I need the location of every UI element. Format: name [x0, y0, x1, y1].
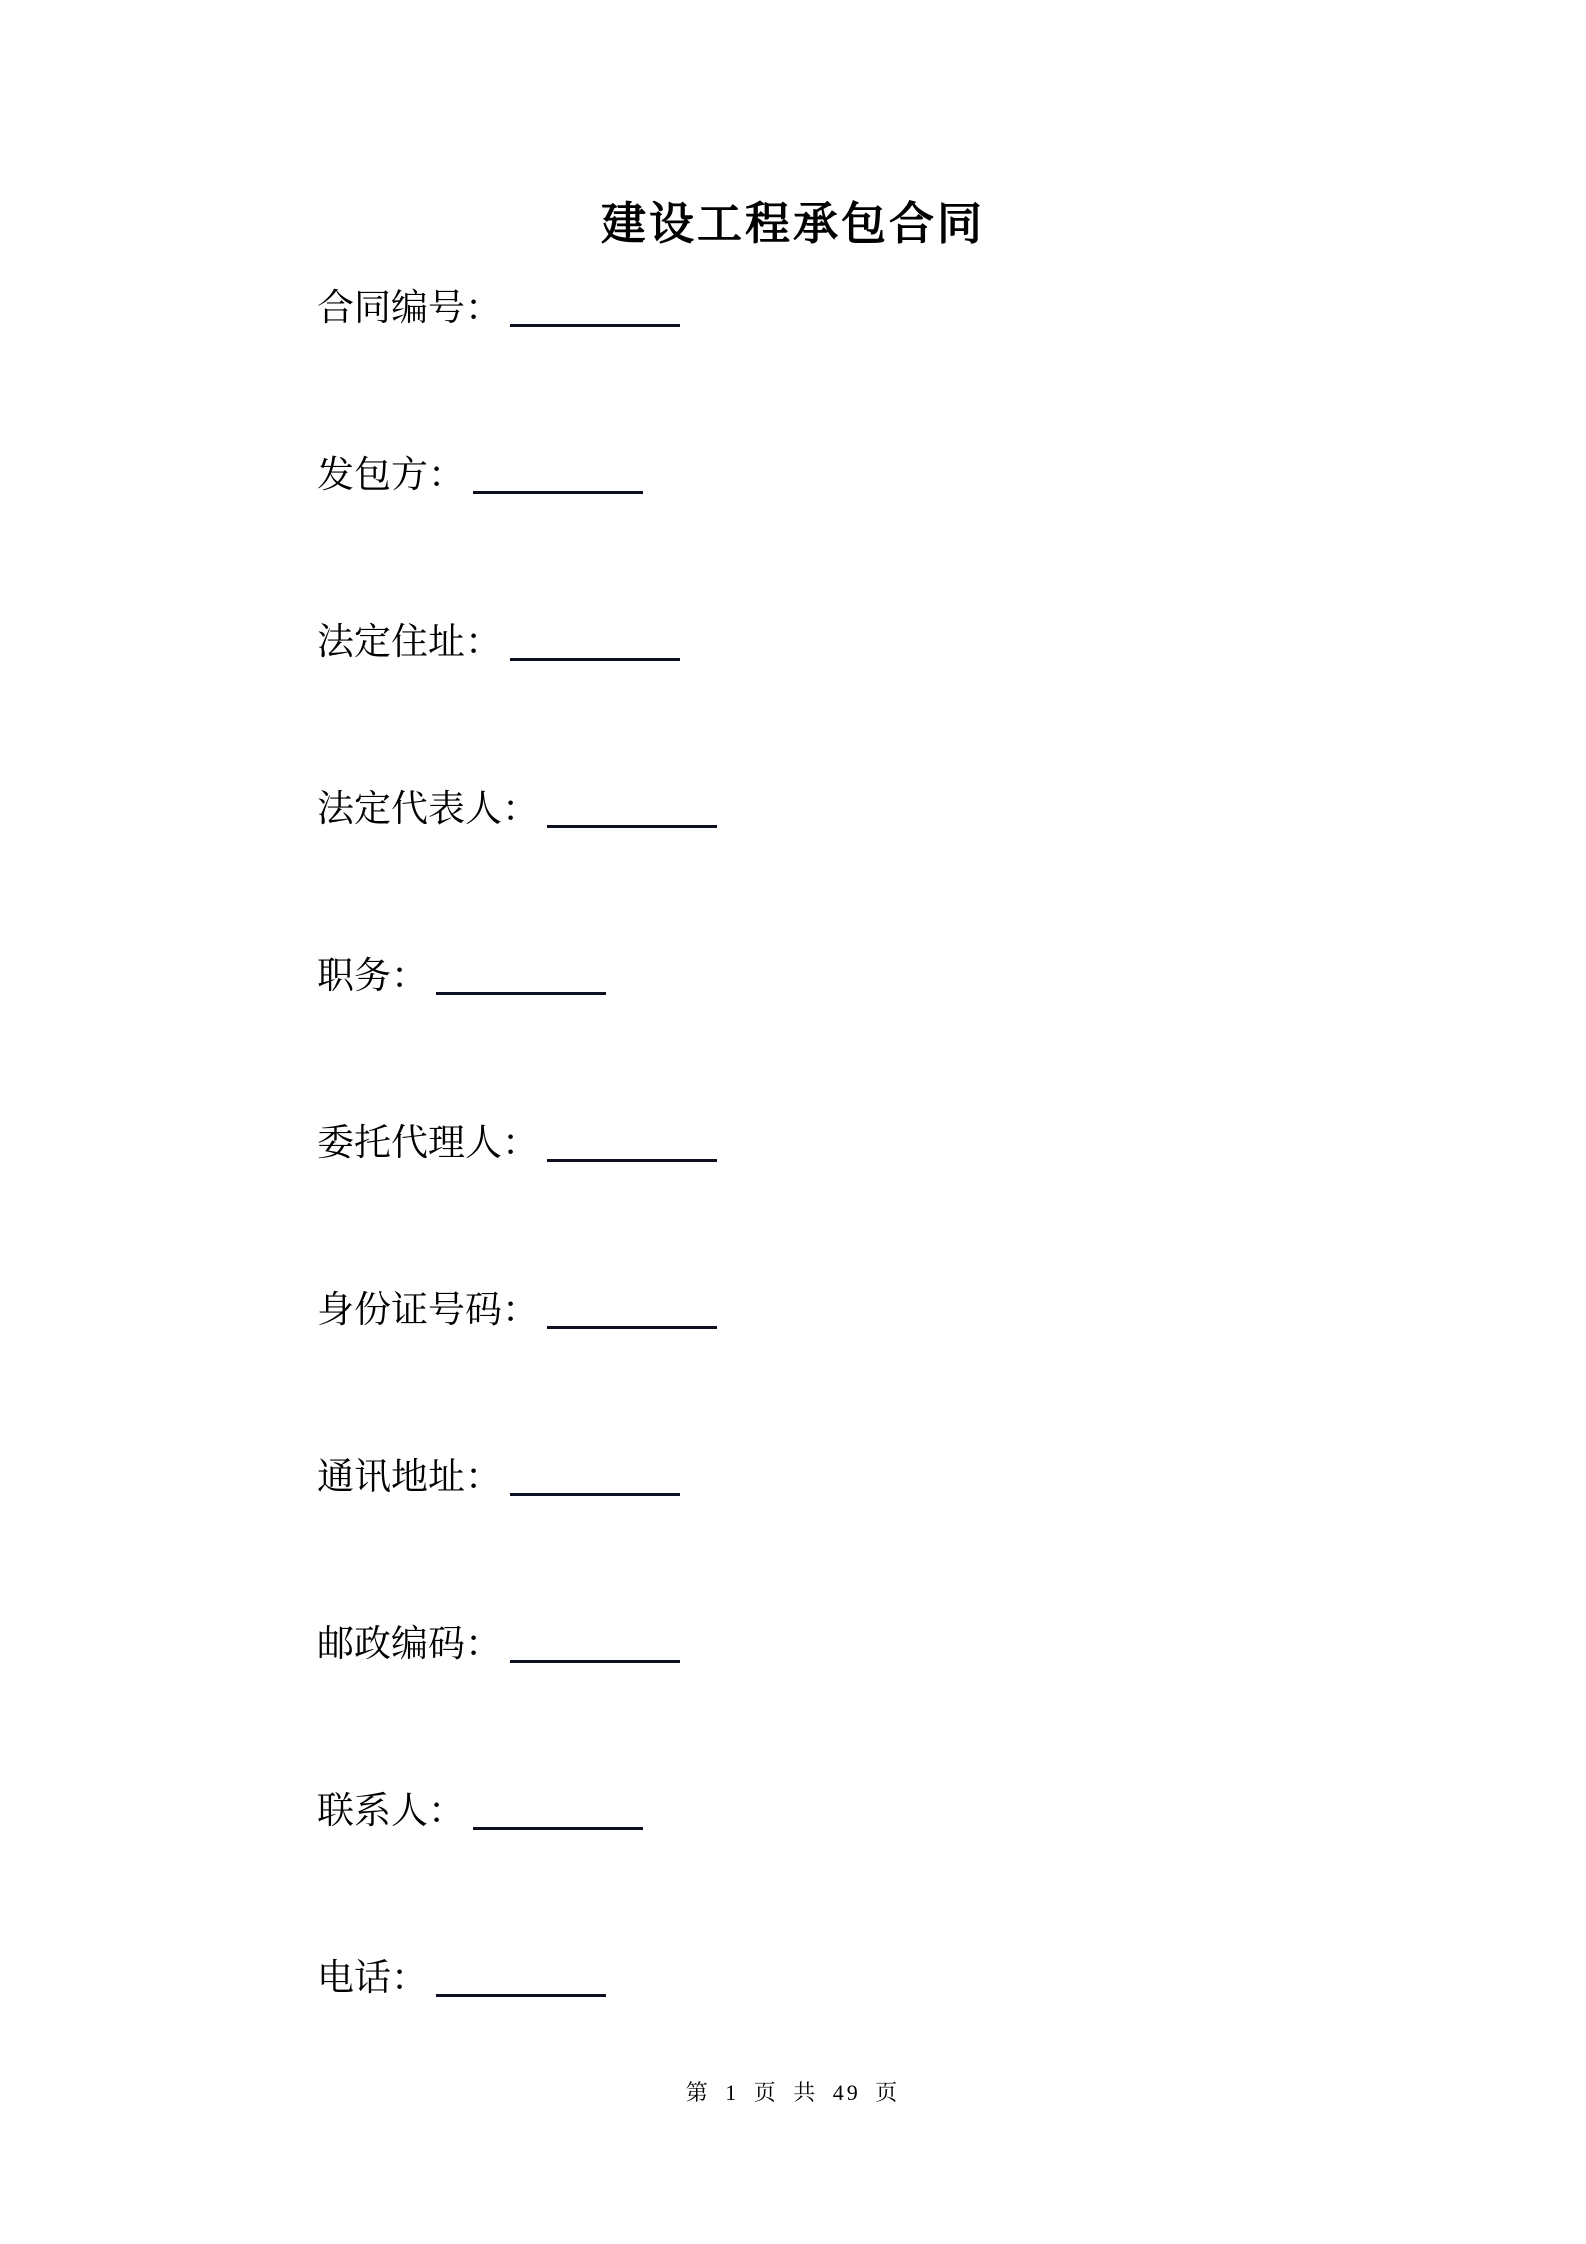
field-label-legal-representative: 法定代表人： [317, 789, 539, 830]
field-row-legal-address [317, 622, 717, 664]
field-row-mailing-address [317, 1457, 717, 1499]
field-label-postal-code: 邮政编码： [317, 1624, 502, 1665]
field-row-id-card-number [317, 1290, 717, 1332]
field-label-id-card-number: 身份证号码： [317, 1290, 539, 1331]
field-label-employer: 发包方： [317, 455, 465, 496]
page-number-footer: 第 1 页 共 49 页 [685, 2080, 901, 2105]
field-label-position: 职务： [317, 956, 428, 997]
blank-underline-legal-representative [547, 795, 717, 828]
field-label-legal-address: 法定住址： [317, 622, 502, 663]
blank-underline-position [436, 962, 606, 995]
field-list [317, 288, 717, 2125]
field-label-contract-number: 合同编号： [317, 288, 502, 329]
field-row-employer [317, 455, 717, 497]
blank-underline-employer [473, 461, 643, 494]
field-row-legal-representative [317, 789, 717, 831]
field-label-entrusted-agent: 委托代理人： [317, 1123, 539, 1164]
blank-underline-entrusted-agent [547, 1129, 717, 1162]
blank-underline-phone [436, 1964, 606, 1997]
field-row-phone [317, 1958, 717, 2000]
field-label-contact-person: 联系人： [317, 1791, 465, 1832]
field-label-mailing-address: 通讯地址： [317, 1457, 502, 1498]
blank-underline-contract-number [510, 294, 680, 327]
blank-underline-postal-code [510, 1630, 680, 1663]
field-row-contact-person [317, 1791, 717, 1833]
field-row-position [317, 956, 717, 998]
blank-underline-contact-person [473, 1797, 643, 1830]
field-label-phone: 电话： [317, 1958, 428, 1999]
blank-underline-legal-address [510, 628, 680, 661]
field-row-contract-number [317, 288, 717, 330]
document-title: 建设工程承包合同 [600, 199, 985, 249]
blank-underline-id-card-number [547, 1296, 717, 1329]
blank-underline-mailing-address [510, 1463, 680, 1496]
field-row-entrusted-agent [317, 1123, 717, 1165]
field-row-postal-code [317, 1624, 717, 1666]
